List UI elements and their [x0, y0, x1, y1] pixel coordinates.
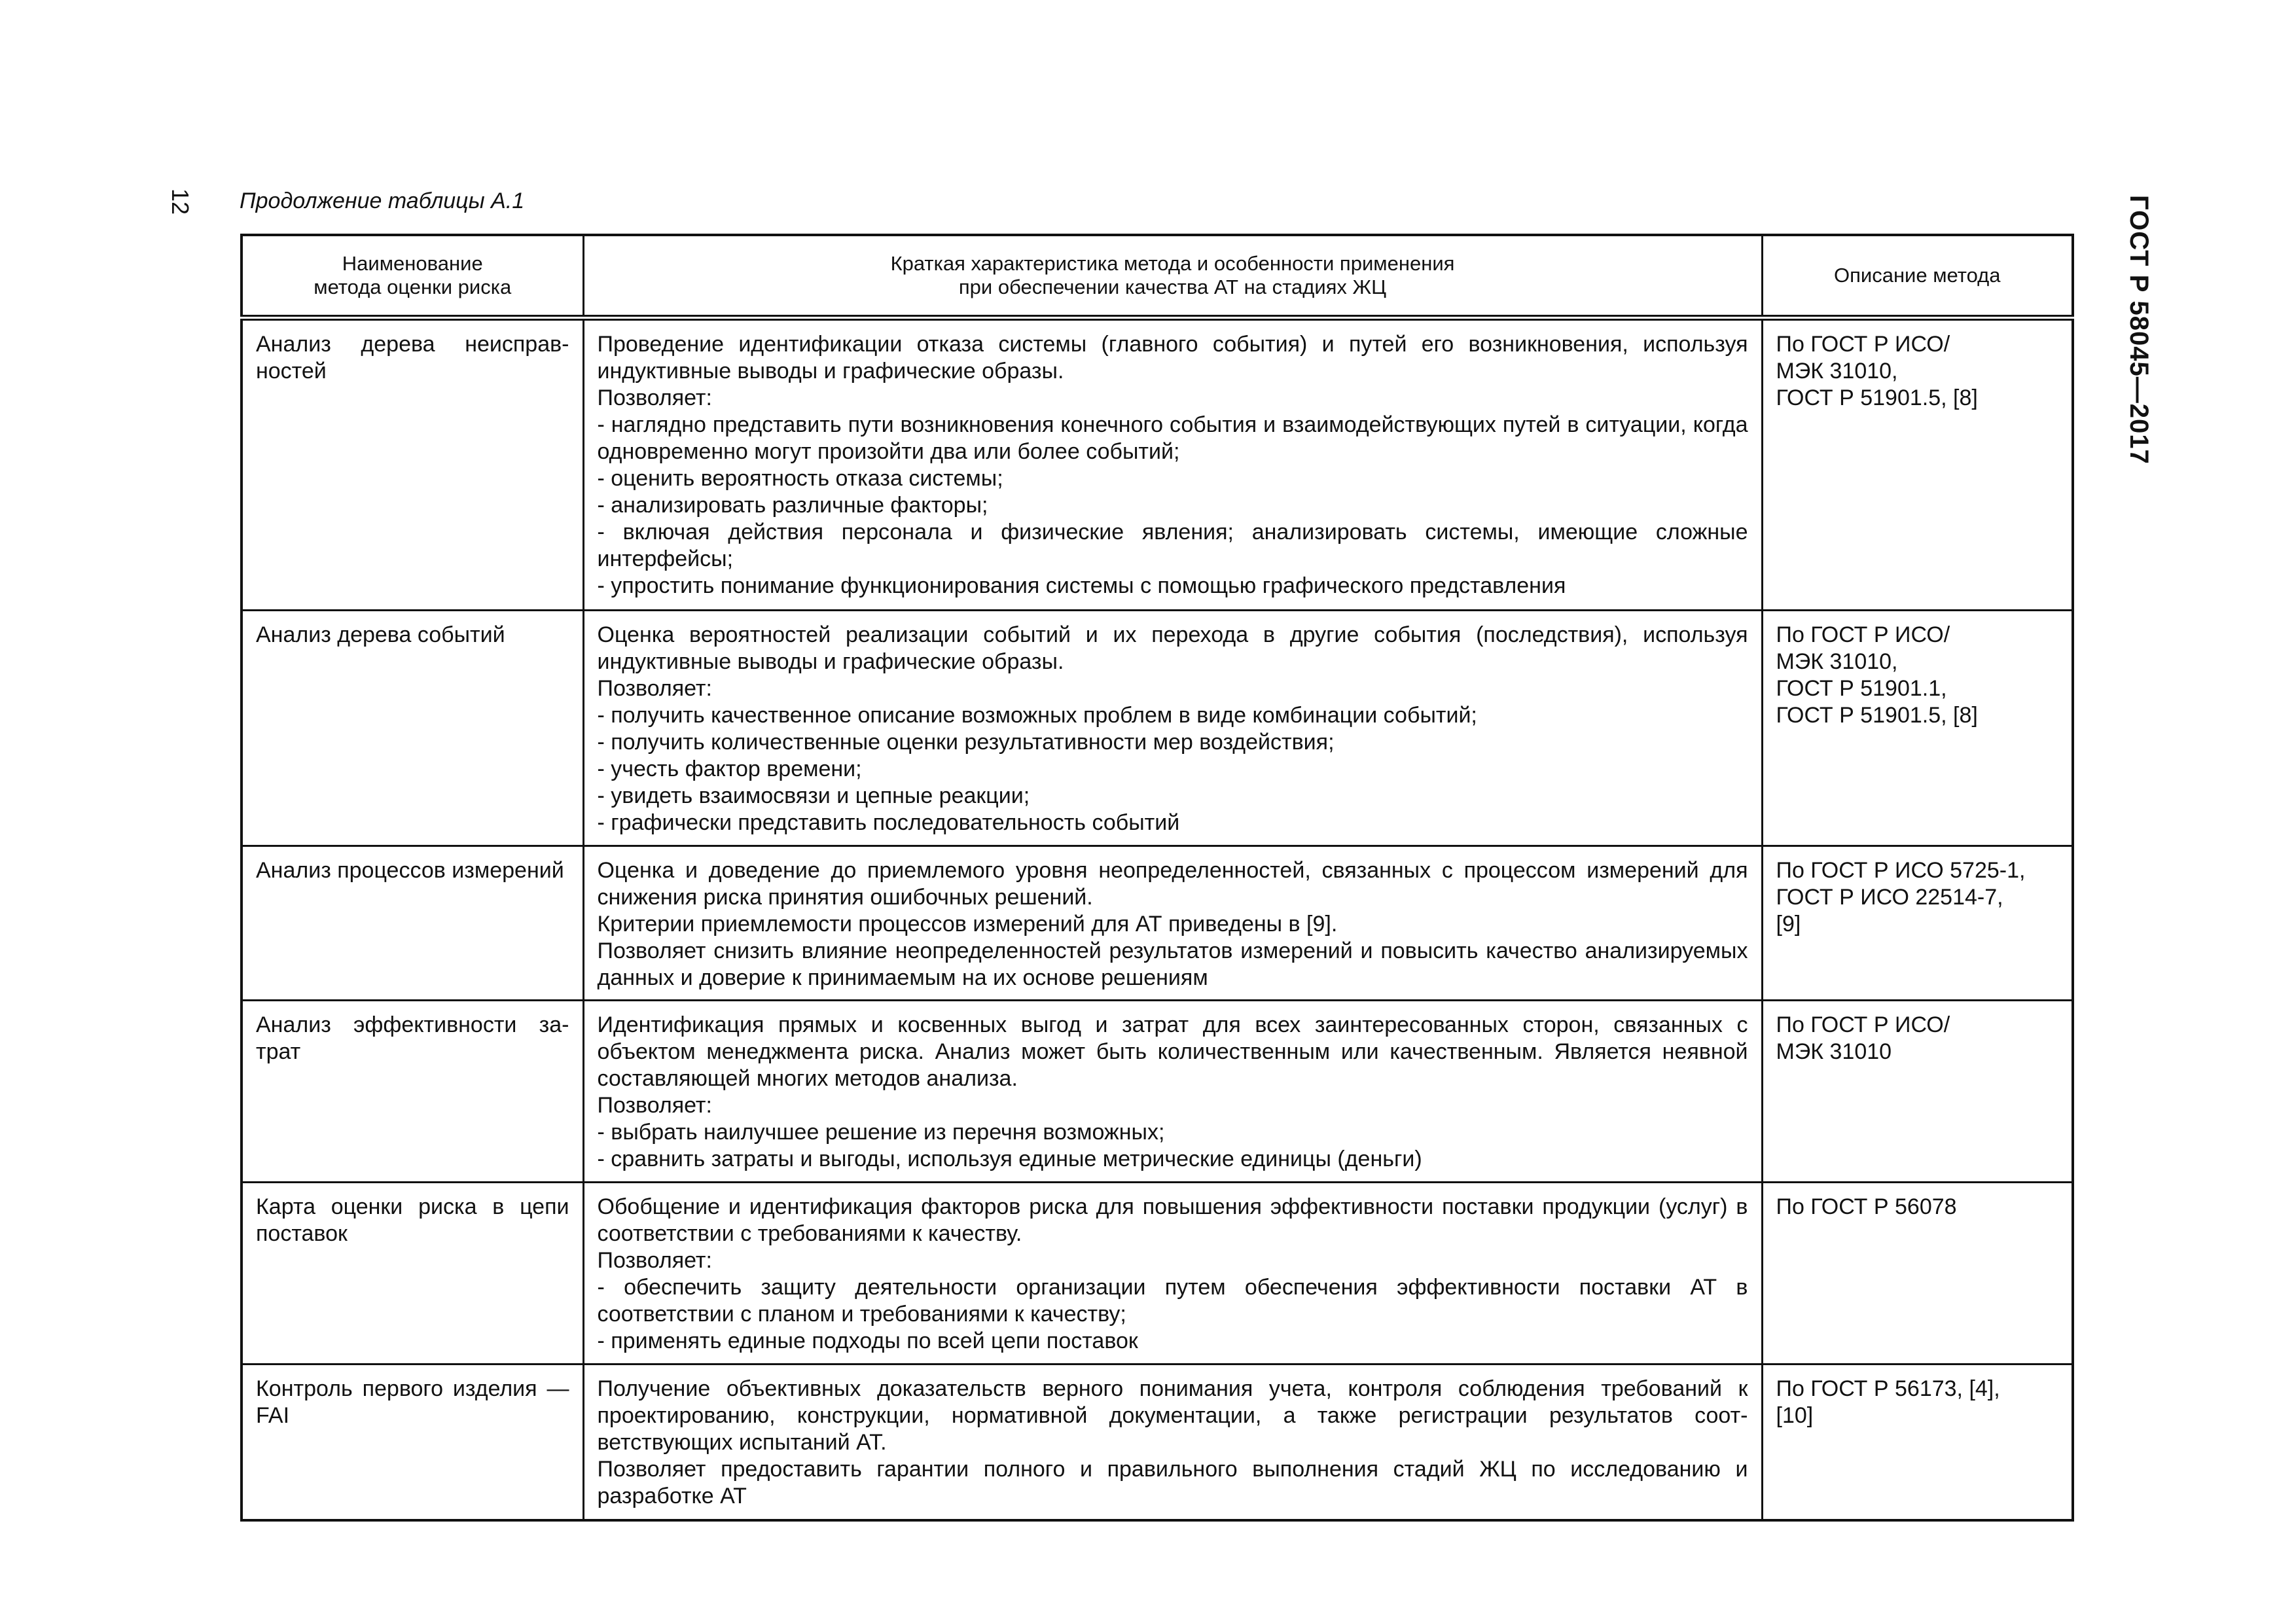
table-row — [242, 611, 2073, 846]
method-name-cell: Карта оценки риска в цепи поставок — [242, 1183, 583, 1364]
header-characteristic — [583, 235, 1762, 318]
method-name-cell: Анализ эффективности затрат — [242, 1001, 583, 1183]
reference-line: ГОСТ Р 51901.1, — [1776, 676, 1947, 701]
description-line: - анализировать различные факторы; — [597, 493, 988, 518]
description-line: Позволяет: — [597, 1093, 712, 1118]
reference-line: По ГОСТ Р ИСО/ — [1776, 622, 1950, 647]
description-line: Позволяет: — [597, 385, 712, 410]
method-reference-cell — [1762, 846, 2073, 1001]
method-description-cell — [583, 1183, 1762, 1364]
description-line: Получение объективных доказательств верного понимания учета, контроля соблюдения требований к проектированию, конструкции, нормативной документации, а также регистрации результатов соответствующих испытаний АТ. — [597, 1376, 1748, 1455]
reference-line: МЭК 31010 — [1776, 1039, 1892, 1064]
description-line: Позволяет предоставить гарантии полного и правильного выполнения стадий ЖЦ по исследованию и разработке АТ — [597, 1457, 1748, 1508]
method-description-cell — [583, 318, 1762, 611]
methods-table — [240, 234, 2074, 1522]
standard-code: ГОСТ Р 58045—2017 — [2125, 195, 2153, 465]
description-line: Позволяет снизить влияние неопределенностей результатов измерений и повысить качество анализируемых данных и доверие к принимаемым на их основе решениям — [597, 938, 1748, 990]
reference-line: По ГОСТ Р 56173, [4], — [1776, 1376, 2000, 1401]
reference-line: По ГОСТ Р ИСО/ — [1776, 1012, 1950, 1037]
method-name-cell: Анализ дерева неисправностей — [242, 318, 583, 611]
reference-line: МЭК 31010, — [1776, 649, 1898, 674]
method-description-cell — [583, 1001, 1762, 1183]
header-line: Наименование — [342, 252, 483, 275]
reference-line: ГОСТ Р ИСО 22514-7, — [1776, 885, 2003, 910]
method-reference-cell — [1762, 1183, 2073, 1364]
description-line: Оценка и доведение до приемлемого уровня неопределенностей, связанных с процессом измерений для снижения риска принятия ошибочных решений. — [597, 858, 1748, 910]
reference-line: По ГОСТ Р ИСО 5725-1, — [1776, 858, 2026, 883]
description-line: Позволяет: — [597, 1248, 712, 1273]
header-line: при обеспечении качества АТ на стадиях ЖЦ — [958, 276, 1387, 298]
description-line: - получить количественные оценки результативности мер воздействия; — [597, 730, 1335, 755]
description-line: Оценка вероятностей реализации событий и их перехода в другие события (последствия), используя индуктивные выводы и графические образы. — [597, 622, 1748, 674]
reference-line: ГОСТ Р 51901.5, [8] — [1776, 703, 1978, 728]
method-name-cell: Анализ дерева событий — [242, 611, 583, 846]
method-description-cell — [583, 846, 1762, 1001]
method-reference-cell — [1762, 318, 2073, 611]
description-line: - применять единые подходы по всей цепи поставок — [597, 1329, 1138, 1353]
description-line: - получить качественное описание возможных проблем в виде комбинации событий; — [597, 703, 1477, 728]
table-row — [242, 846, 2073, 1001]
description-line: - оценить вероятность отказа системы; — [597, 466, 1003, 491]
reference-line: По ГОСТ Р ИСО/ — [1776, 332, 1950, 357]
table-row — [242, 1001, 2073, 1183]
table-header — [242, 235, 2073, 318]
header-line: метода оценки риска — [314, 276, 512, 298]
description-line: - упростить понимание функционирования системы с помощью графического представления — [597, 573, 1566, 598]
description-line: - наглядно представить пути возникновения конечного события и взаимодействующих путей в ситуации, когда одновременно могут произойти два или более событий; — [597, 412, 1748, 464]
description-line: Позволяет: — [597, 676, 712, 701]
method-description-cell — [583, 1364, 1762, 1520]
description-line: Обобщение и идентификация факторов риска для повышения эффективности поставки продукции (услуг) в соответствии с требованиями к качеству. — [597, 1194, 1748, 1246]
table-row — [242, 1364, 2073, 1520]
header-line: Описание метода — [1833, 264, 2001, 287]
reference-line: [10] — [1776, 1403, 1814, 1428]
method-reference-cell — [1762, 1364, 2073, 1520]
method-reference-cell — [1762, 611, 2073, 846]
description-line: Идентификация прямых и косвенных выгод и затрат для всех заинтересованных сторон, связанных с объектом менеджмента риска. Анализ может быть количественным или качественным. Является неявной составляющей многих методов анализа. — [597, 1012, 1748, 1091]
description-line: Проведение идентификации отказа системы (главного события) и путей его возникновения, используя индуктивные выводы и графические образы. — [597, 332, 1748, 383]
table-caption: Продолжение таблицы А.1 — [240, 188, 525, 213]
reference-line: По ГОСТ Р 56078 — [1776, 1194, 1957, 1219]
method-description-cell — [583, 611, 1762, 846]
reference-line: [9] — [1776, 912, 1801, 936]
description-line: - графически представить последовательность событий — [597, 810, 1180, 835]
description-line: - выбрать наилучшее решение из перечня возможных; — [597, 1120, 1165, 1145]
method-reference-cell — [1762, 1001, 2073, 1183]
description-line: - увидеть взаимосвязи и цепные реакции; — [597, 783, 1030, 808]
header-line: Краткая характеристика метода и особенности применения — [890, 252, 1455, 275]
description-line: Критерии приемлемости процессов измерений для АТ приведены в [9]. — [597, 912, 1338, 936]
description-line: - включая действия персонала и физические явления; анализировать системы, имеющие сложные интерфейсы; — [597, 520, 1748, 571]
table-row — [242, 318, 2073, 611]
method-name-cell: Анализ процессов измерений — [242, 846, 583, 1001]
method-name-cell: Контроль первого изделия — FAI — [242, 1364, 583, 1520]
table-row — [242, 1183, 2073, 1364]
description-line: - сравнить затраты и выгоды, используя единые метрические единицы (деньги) — [597, 1147, 1422, 1171]
header-row — [242, 235, 2073, 318]
page-number: 12 — [167, 188, 194, 215]
reference-line: ГОСТ Р 51901.5, [8] — [1776, 385, 1978, 410]
description-line: - учесть фактор времени; — [597, 757, 862, 781]
reference-line: МЭК 31010, — [1776, 359, 1898, 383]
header-method-name — [242, 235, 583, 318]
description-line: - обеспечить защиту деятельности организации путем обеспечения эффективности поставки АТ в соответствии с планом и требованиями к качеству; — [597, 1275, 1748, 1327]
header-description — [1762, 235, 2073, 318]
